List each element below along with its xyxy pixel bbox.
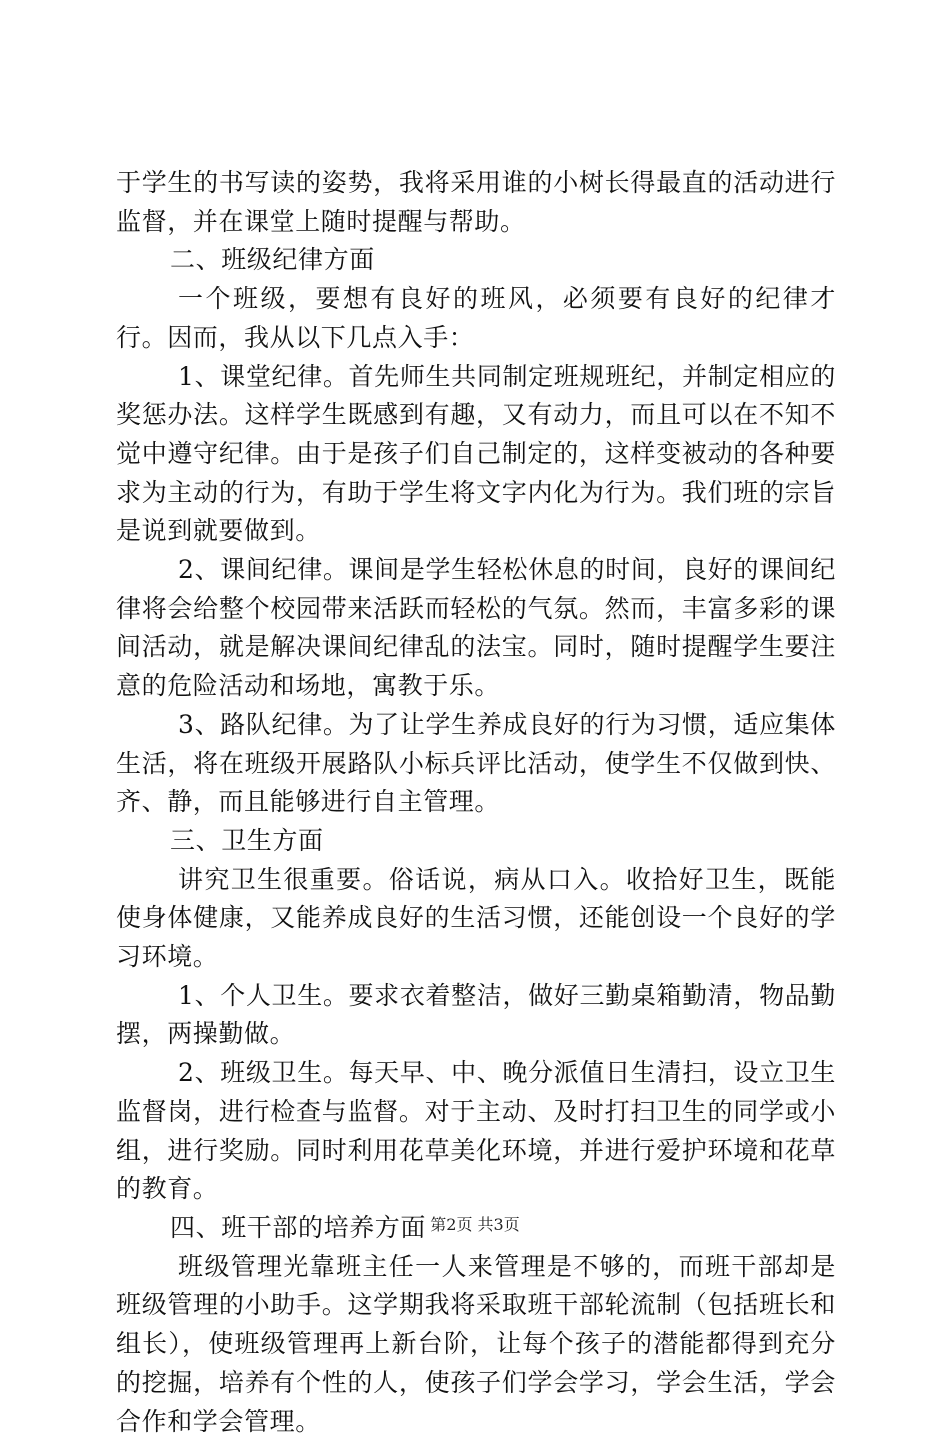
paragraph-hygiene-intro: 讲究卫生很重要。俗话说，病从口入。收拾好卫生，既能使身体健康，又能养成良好的生活习惯，还能创设一个良好的学习环境。 bbox=[116, 864, 836, 972]
section-heading-class-cadres: 四、班干部的培养方面 bbox=[170, 1212, 427, 1242]
paragraph-line-discipline: 3、路队纪律。为了让学生养成良好的行为习惯，适应集体生活，将在班级开展路队小标兵评比活动，使学生不仅做到快、齐、静，而且能够进行自主管理。 bbox=[116, 709, 836, 817]
paragraph-discipline-intro: 一个班级，要想有良好的班风，必须要有良好的纪律才行。因而，我从以下几点入手： bbox=[116, 284, 836, 352]
paragraph-class-cadres: 班级管理光靠班主任一人来管理是不够的，而班干部却是班级管理的小助手。这学期我将采取班干部轮流制（包括班长和组长），使班级管理再上新台阶，让每个孩子的潜能都得到充分的挖掘，培养有个性的人，使孩子们学会学习，学会生活，学会合作和学会管理。 bbox=[116, 1251, 836, 1436]
paragraph-classroom-discipline: 1、课堂纪律。首先师生共同制定班规班纪，并制定相应的奖惩办法。这样学生既感到有趣，又有动力，而且可以在不知不觉中遵守纪律。由于是孩子们自己制定的，这样变被动的各种要求为主动的行为，有助于学生将文字内化为行为。我们班的宗旨是说到就要做到。 bbox=[116, 361, 836, 546]
paragraph-recess-discipline: 2、课间纪律。课间是学生轻松休息的时间，良好的课间纪律将会给整个校园带来活跃而轻松的气氛。然而，丰富多彩的课间活动，就是解决课间纪律乱的法宝。同时，随时提醒学生要注意的危险活动和场地，寓教于乐。 bbox=[116, 555, 836, 701]
paragraph-personal-hygiene: 1、个人卫生。要求衣着整洁，做好三勤桌箱勤清，物品勤摆，两操勤做。 bbox=[116, 980, 836, 1049]
section-heading-hygiene: 三、卫生方面 bbox=[170, 825, 324, 855]
document-body bbox=[116, 164, 836, 1441]
paragraph-continued: 于学生的书写读的姿势，我将采用谁的小树长得最直的活动进行监督，并在课堂上随时提醒与帮助。 bbox=[116, 168, 836, 236]
paragraph-class-hygiene: 2、班级卫生。每天早、中、晚分派值日生清扫，设立卫生监督岗，进行检查与监督。对于主动、及时打扫卫生的同学或小组，进行奖励。同时利用花草美化环境，并进行爱护环境和花草的教育。 bbox=[116, 1058, 836, 1204]
page-number-footer: 第2页 共3页 bbox=[430, 1215, 520, 1234]
section-heading-discipline: 二、班级纪律方面 bbox=[170, 245, 375, 275]
